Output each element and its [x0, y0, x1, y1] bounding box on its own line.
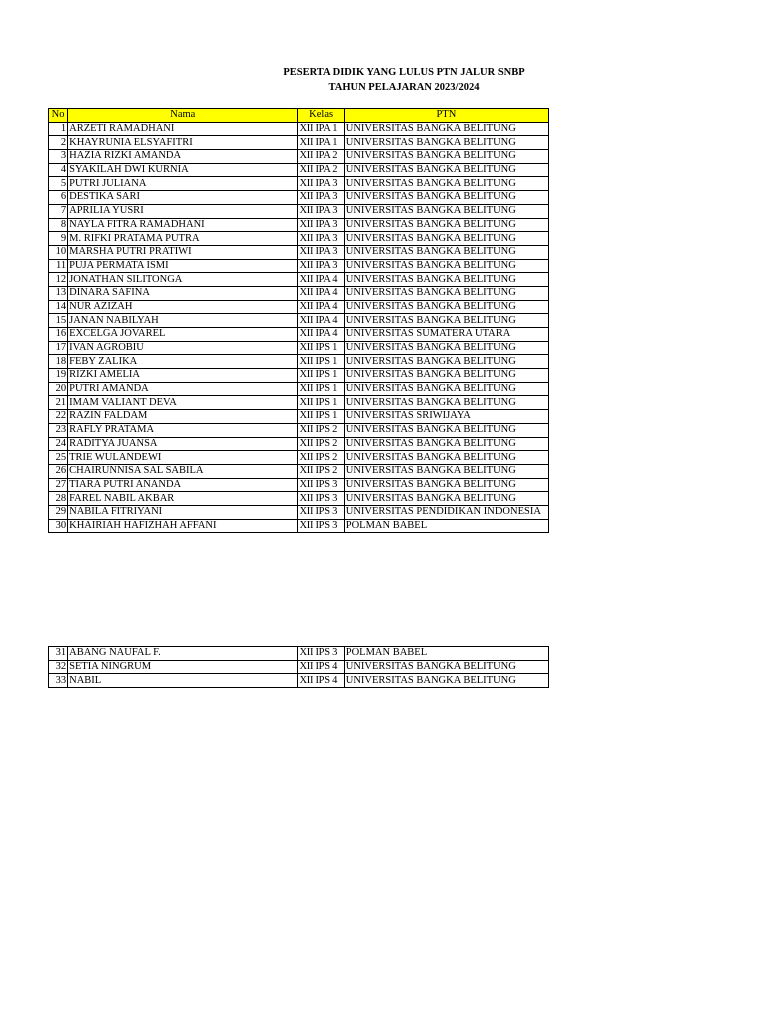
cell-no: 12 — [49, 273, 68, 287]
cell-kelas: XII IPA 2 — [298, 150, 344, 164]
cell-ptn: UNIVERSITAS BANGKA BELITUNG — [344, 204, 548, 218]
cell-ptn: UNIVERSITAS BANGKA BELITUNG — [344, 464, 548, 478]
cell-no: 4 — [49, 163, 68, 177]
cell-no: 25 — [49, 451, 68, 465]
cell-ptn: UNIVERSITAS BANGKA BELITUNG — [344, 369, 548, 383]
cell-kelas: XII IPS 1 — [298, 369, 344, 383]
cell-nama: KHAYRUNIA ELSYAFITRI — [68, 136, 298, 150]
cell-no: 28 — [49, 492, 68, 506]
cell-nama: RIZKI AMELIA — [68, 369, 298, 383]
cell-ptn: POLMAN BABEL — [344, 519, 548, 533]
cell-no: 8 — [49, 218, 68, 232]
cell-kelas: XII IPS 2 — [298, 437, 344, 451]
table-row — [49, 232, 549, 246]
cell-no: 13 — [49, 286, 68, 300]
cell-kelas: XII IPS 2 — [298, 464, 344, 478]
cell-no: 10 — [49, 245, 68, 259]
table-row — [49, 300, 549, 314]
cell-no: 27 — [49, 478, 68, 492]
cell-ptn: POLMAN BABEL — [344, 647, 548, 661]
table-row — [49, 382, 549, 396]
cell-no: 6 — [49, 191, 68, 205]
cell-ptn: UNIVERSITAS BANGKA BELITUNG — [344, 150, 548, 164]
page-subtitle: TAHUN PELAJARAN 2023/2024 — [328, 82, 480, 93]
cell-kelas: XII IPS 3 — [298, 478, 344, 492]
cell-ptn: UNIVERSITAS BANGKA BELITUNG — [344, 341, 548, 355]
table-row — [49, 410, 549, 424]
cell-ptn: UNIVERSITAS BANGKA BELITUNG — [344, 273, 548, 287]
table-row — [49, 191, 549, 205]
cell-ptn: UNIVERSITAS BANGKA BELITUNG — [344, 136, 548, 150]
cell-kelas: XII IPA 1 — [298, 136, 344, 150]
cell-ptn: UNIVERSITAS BANGKA BELITUNG — [344, 300, 548, 314]
cell-kelas: XII IPS 1 — [298, 396, 344, 410]
cell-ptn: UNIVERSITAS SRIWIJAYA — [344, 410, 548, 424]
table-row — [49, 122, 549, 136]
cell-no: 9 — [49, 232, 68, 246]
table-row — [49, 464, 549, 478]
table-row — [49, 492, 549, 506]
cell-ptn: UNIVERSITAS BANGKA BELITUNG — [344, 245, 548, 259]
cell-nama: PUJA PERMATA ISMI — [68, 259, 298, 273]
cell-nama: MARSHA PUTRI PRATIWI — [68, 245, 298, 259]
table-row — [49, 286, 549, 300]
cell-kelas: XII IPA 2 — [298, 163, 344, 177]
cell-nama: PUTRI JULIANA — [68, 177, 298, 191]
cell-nama: HAZIA RIZKI AMANDA — [68, 150, 298, 164]
cell-nama: RADITYA JUANSA — [68, 437, 298, 451]
table-row — [49, 505, 549, 519]
cell-nama: KHAIRIAH HAFIZHAH AFFANI — [68, 519, 298, 533]
cell-kelas: XII IPS 3 — [298, 505, 344, 519]
table-row — [49, 341, 549, 355]
cell-no: 14 — [49, 300, 68, 314]
cell-no: 33 — [49, 674, 68, 688]
table-row — [49, 273, 549, 287]
cell-ptn: UNIVERSITAS SUMATERA UTARA — [344, 328, 548, 342]
cell-no: 11 — [49, 259, 68, 273]
cell-kelas: XII IPA 3 — [298, 232, 344, 246]
table-row — [49, 218, 549, 232]
cell-no: 22 — [49, 410, 68, 424]
cell-kelas: XII IPA 3 — [298, 245, 344, 259]
cell-kelas: XII IPS 1 — [298, 410, 344, 424]
cell-kelas: XII IPS 1 — [298, 341, 344, 355]
cell-nama: JANAN NABILYAH — [68, 314, 298, 328]
cell-no: 20 — [49, 382, 68, 396]
cell-ptn: UNIVERSITAS BANGKA BELITUNG — [344, 437, 548, 451]
cell-kelas: XII IPA 4 — [298, 286, 344, 300]
table-row — [49, 437, 549, 451]
cell-kelas: XII IPA 1 — [298, 122, 344, 136]
header-ptn: PTN — [344, 109, 548, 123]
cell-kelas: XII IPS 1 — [298, 355, 344, 369]
cell-nama: IMAM VALIANT DEVA — [68, 396, 298, 410]
table-row — [49, 423, 549, 437]
table-row — [49, 245, 549, 259]
cell-ptn: UNIVERSITAS BANGKA BELITUNG — [344, 314, 548, 328]
cell-ptn: UNIVERSITAS BANGKA BELITUNG — [344, 232, 548, 246]
table-row — [49, 177, 549, 191]
cell-no: 21 — [49, 396, 68, 410]
table-row — [49, 150, 549, 164]
cell-nama: DINARA SAFINA — [68, 286, 298, 300]
table-row — [49, 478, 549, 492]
cell-ptn: UNIVERSITAS BANGKA BELITUNG — [344, 396, 548, 410]
cell-nama: FEBY ZALIKA — [68, 355, 298, 369]
cell-nama: NUR AZIZAH — [68, 300, 298, 314]
cell-ptn: UNIVERSITAS BANGKA BELITUNG — [344, 163, 548, 177]
cell-no: 23 — [49, 423, 68, 437]
cell-ptn: UNIVERSITAS BANGKA BELITUNG — [344, 177, 548, 191]
cell-kelas: XII IPS 2 — [298, 423, 344, 437]
cell-kelas: XII IPS 2 — [298, 451, 344, 465]
cell-ptn: UNIVERSITAS BANGKA BELITUNG — [344, 259, 548, 273]
cell-nama: FAREL NABIL AKBAR — [68, 492, 298, 506]
cell-nama: RAZIN FALDAM — [68, 410, 298, 424]
cell-nama: M. RIFKI PRATAMA PUTRA — [68, 232, 298, 246]
cell-ptn: UNIVERSITAS BANGKA BELITUNG — [344, 191, 548, 205]
cell-no: 32 — [49, 660, 68, 674]
cell-kelas: XII IPA 3 — [298, 218, 344, 232]
table-row — [49, 136, 549, 150]
table-row — [49, 259, 549, 273]
cell-no: 3 — [49, 150, 68, 164]
cell-ptn: UNIVERSITAS PENDIDIKAN INDONESIA — [344, 505, 548, 519]
cell-ptn: UNIVERSITAS BANGKA BELITUNG — [344, 423, 548, 437]
cell-kelas: XII IPA 3 — [298, 259, 344, 273]
table-row — [49, 328, 549, 342]
table-row — [49, 451, 549, 465]
cell-ptn: UNIVERSITAS BANGKA BELITUNG — [344, 660, 548, 674]
cell-no: 30 — [49, 519, 68, 533]
cell-nama: APRILIA YUSRI — [68, 204, 298, 218]
cell-no: 18 — [49, 355, 68, 369]
cell-nama: CHAIRUNNISA SAL SABILA — [68, 464, 298, 478]
cell-kelas: XII IPA 3 — [298, 177, 344, 191]
table-row — [49, 369, 549, 383]
cell-ptn: UNIVERSITAS BANGKA BELITUNG — [344, 355, 548, 369]
cell-nama: ABANG NAUFAL F. — [68, 647, 298, 661]
cell-nama: EXCELGA JOVAREL — [68, 328, 298, 342]
cell-kelas: XII IPA 3 — [298, 204, 344, 218]
cell-kelas: XII IPA 4 — [298, 314, 344, 328]
cell-nama: JONATHAN SILITONGA — [68, 273, 298, 287]
cell-no: 7 — [49, 204, 68, 218]
cell-no: 5 — [49, 177, 68, 191]
cell-kelas: XII IPS 4 — [298, 674, 344, 688]
students-table — [48, 108, 549, 533]
cell-nama: SYAKILAH DWI KURNIA — [68, 163, 298, 177]
cell-kelas: XII IPS 4 — [298, 660, 344, 674]
cell-ptn: UNIVERSITAS BANGKA BELITUNG — [344, 382, 548, 396]
cell-nama: NABIL — [68, 674, 298, 688]
cell-kelas: XII IPA 3 — [298, 191, 344, 205]
page-title: PESERTA DIDIK YANG LULUS PTN JALUR SNBP — [283, 67, 525, 78]
cell-no: 26 — [49, 464, 68, 478]
cell-no: 17 — [49, 341, 68, 355]
cell-ptn: UNIVERSITAS BANGKA BELITUNG — [344, 218, 548, 232]
table-row — [49, 519, 549, 533]
cell-kelas: XII IPS 3 — [298, 519, 344, 533]
cell-nama: DESTIKA SARI — [68, 191, 298, 205]
cell-no: 16 — [49, 328, 68, 342]
table-row — [49, 314, 549, 328]
cell-nama: TRIE WULANDEWI — [68, 451, 298, 465]
cell-no: 31 — [49, 647, 68, 661]
header-no: No — [49, 109, 68, 123]
table-row — [49, 396, 549, 410]
cell-kelas: XII IPS 1 — [298, 382, 344, 396]
cell-ptn: UNIVERSITAS BANGKA BELITUNG — [344, 122, 548, 136]
cell-no: 2 — [49, 136, 68, 150]
students-table-continued — [48, 646, 549, 688]
cell-no: 29 — [49, 505, 68, 519]
header-row — [49, 109, 549, 123]
table-row — [49, 163, 549, 177]
table-row — [49, 674, 549, 688]
cell-kelas: XII IPA 4 — [298, 328, 344, 342]
cell-ptn: UNIVERSITAS BANGKA BELITUNG — [344, 674, 548, 688]
table-row — [49, 660, 549, 674]
cell-nama: NABILA FITRIYANI — [68, 505, 298, 519]
cell-nama: ARZETI RAMADHANI — [68, 122, 298, 136]
cell-kelas: XII IPA 4 — [298, 273, 344, 287]
header-nama: Nama — [68, 109, 298, 123]
cell-nama: SETIA NINGRUM — [68, 660, 298, 674]
table-row — [49, 647, 549, 661]
table-row — [49, 204, 549, 218]
cell-ptn: UNIVERSITAS BANGKA BELITUNG — [344, 492, 548, 506]
cell-no: 15 — [49, 314, 68, 328]
header-kelas: Kelas — [298, 109, 344, 123]
cell-nama: IVAN AGROBIU — [68, 341, 298, 355]
cell-kelas: XII IPA 4 — [298, 300, 344, 314]
cell-ptn: UNIVERSITAS BANGKA BELITUNG — [344, 451, 548, 465]
cell-nama: TIARA PUTRI ANANDA — [68, 478, 298, 492]
cell-nama: RAFLY PRATAMA — [68, 423, 298, 437]
cell-no: 1 — [49, 122, 68, 136]
cell-nama: PUTRI AMANDA — [68, 382, 298, 396]
cell-no: 19 — [49, 369, 68, 383]
cell-nama: NAYLA FITRA RAMADHANI — [68, 218, 298, 232]
cell-kelas: XII IPS 3 — [298, 647, 344, 661]
table-row — [49, 355, 549, 369]
cell-ptn: UNIVERSITAS BANGKA BELITUNG — [344, 286, 548, 300]
cell-ptn: UNIVERSITAS BANGKA BELITUNG — [344, 478, 548, 492]
cell-kelas: XII IPS 3 — [298, 492, 344, 506]
cell-no: 24 — [49, 437, 68, 451]
